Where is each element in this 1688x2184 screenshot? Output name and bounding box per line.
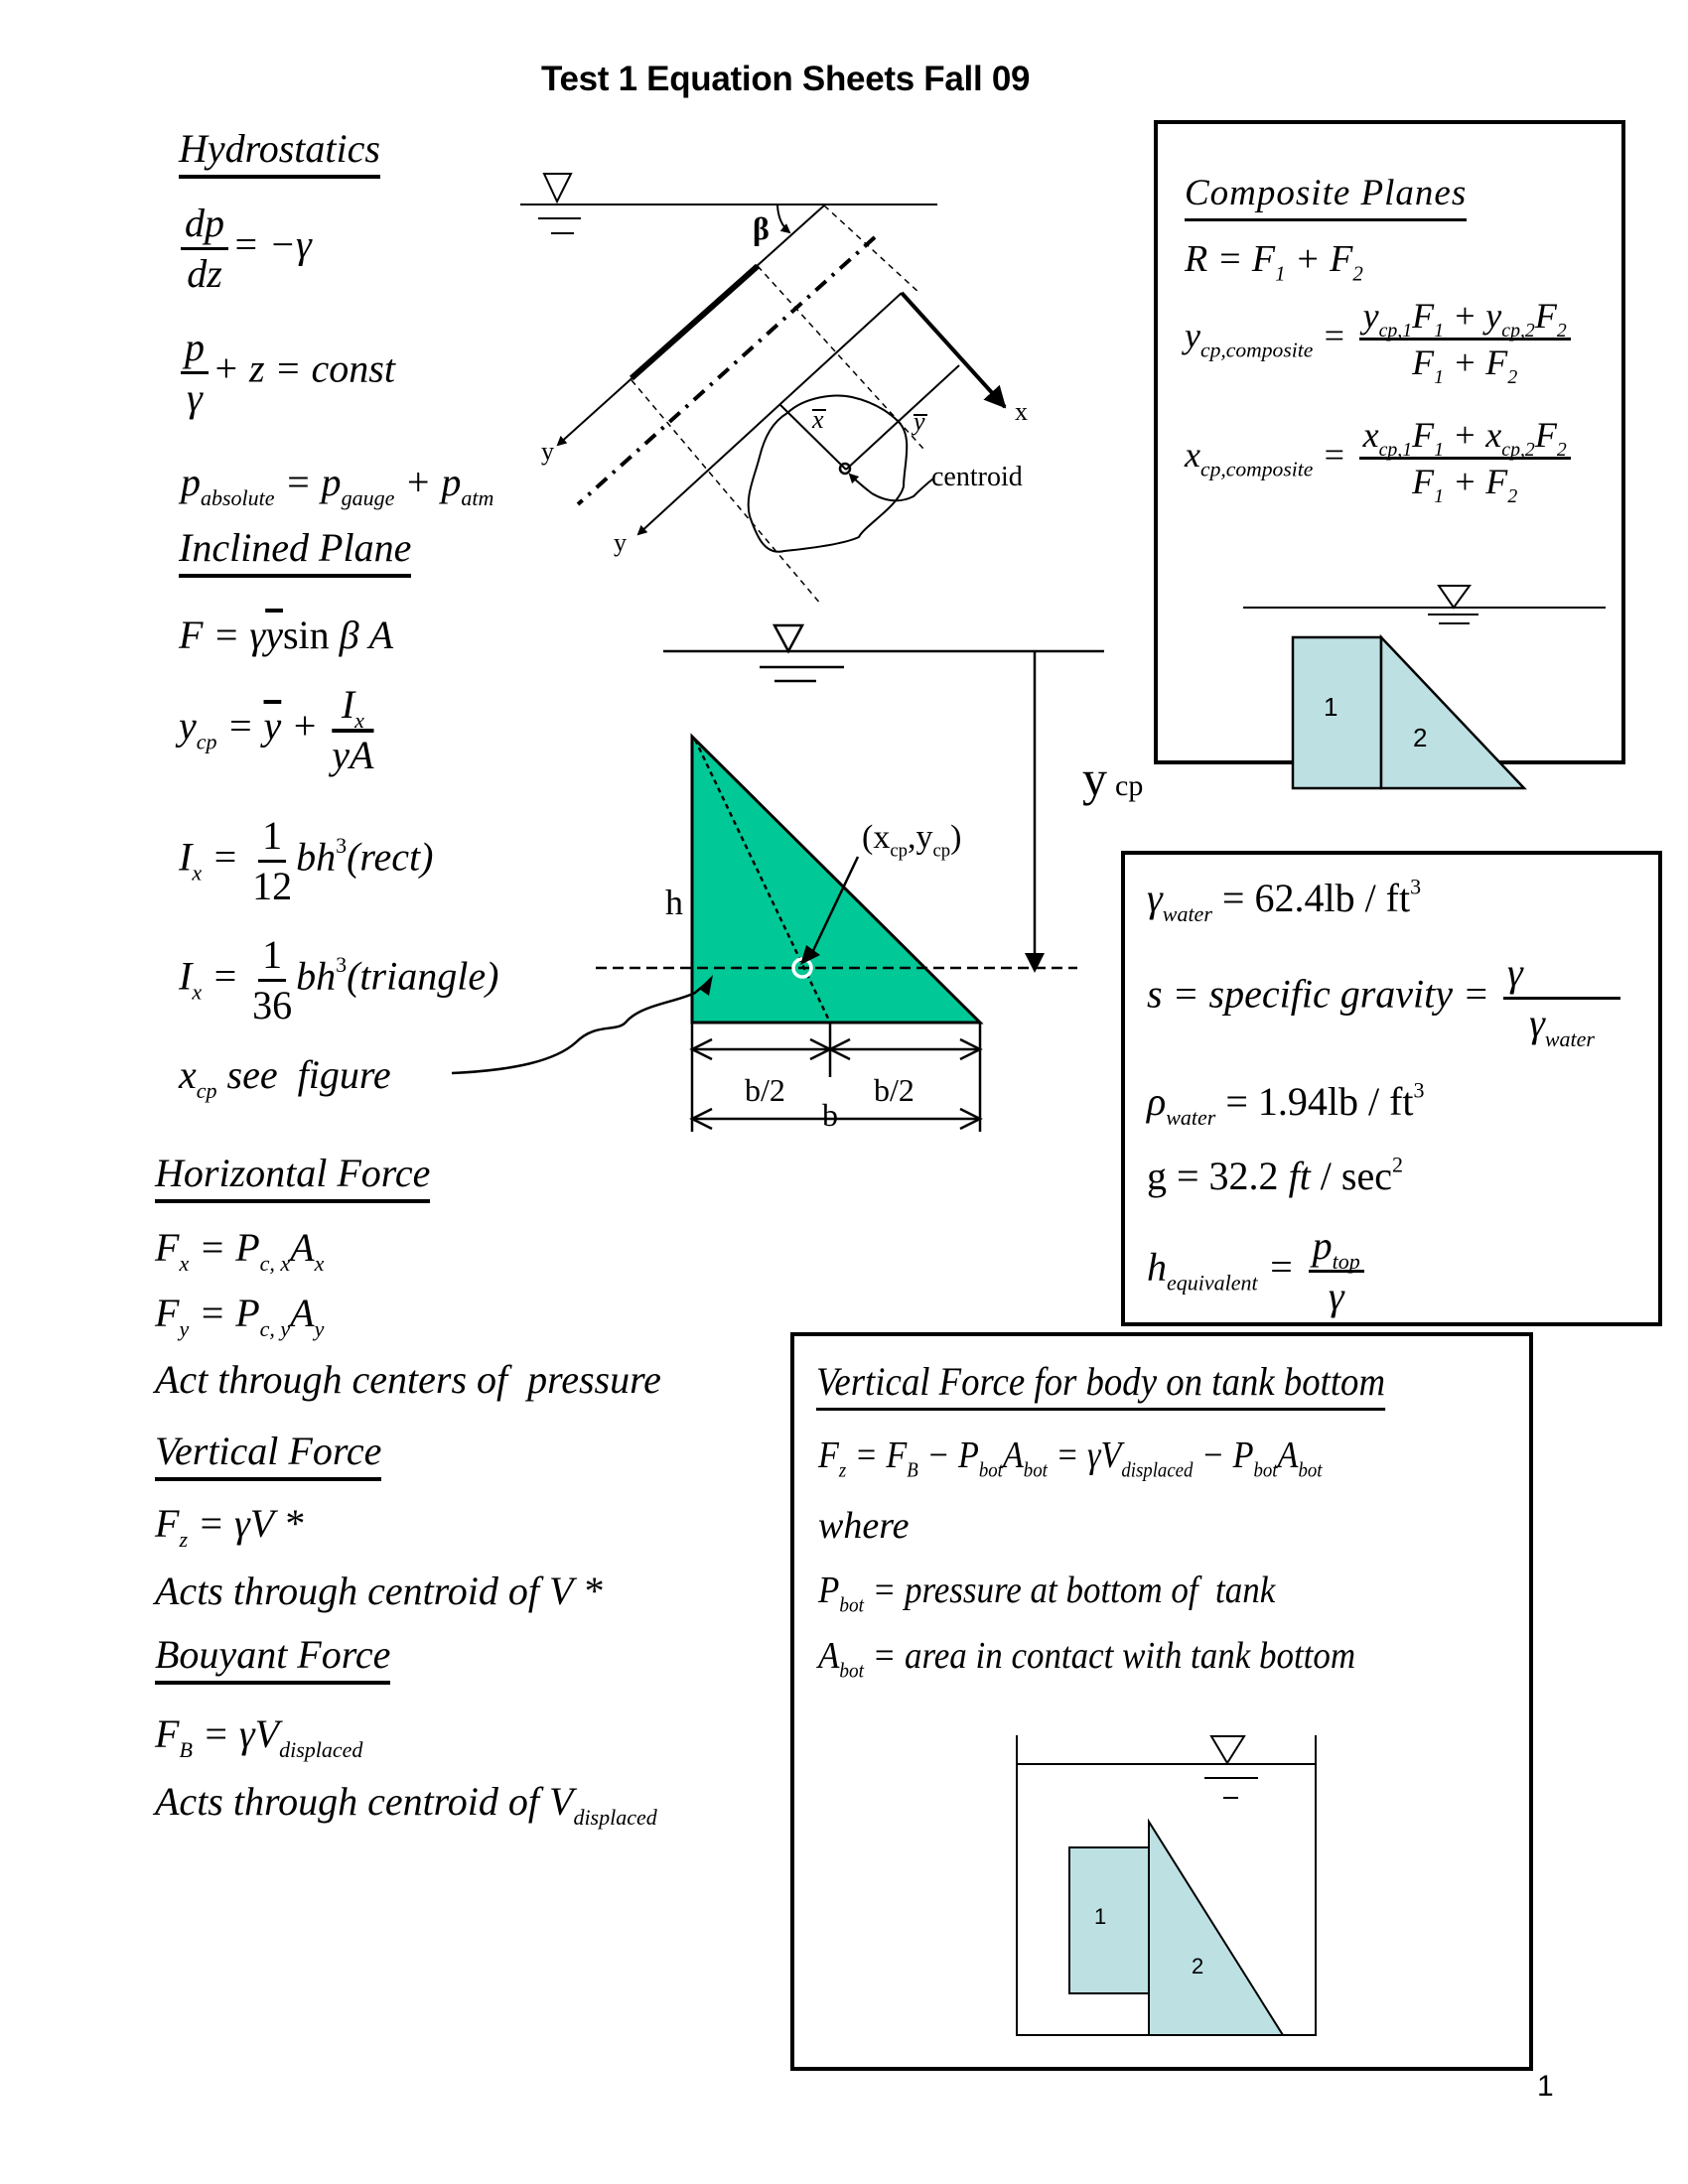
equation-dp-dz: $\frac{dp}{dz}$ = −γ — [177, 204, 312, 294]
equation-absolute-pressure: $p_{absolute} = p_{gauge} + p_{atm}$ — [181, 460, 494, 510]
xbar-label: x — [812, 405, 824, 434]
equation-fy: $F_y = P_{c, y}A_y$ — [155, 1291, 325, 1341]
equation-specific-gravity: s = specific gravity = $\frac{\gamma}{\gamma_{water}}$ — [1147, 953, 1624, 1043]
equation-bernoulli-static: $\frac{p}{\gamma}$ + z = const — [177, 328, 395, 418]
water-surface-icon — [1211, 1736, 1244, 1763]
fraction: $\frac{p}{\gamma}$ — [181, 328, 209, 418]
buoyant-force-note: Acts through centroid of $V_{displaced}$ — [155, 1779, 657, 1830]
vertical-force-note: Acts through centroid of V * — [155, 1569, 603, 1613]
equation-inclined-force: $F = \gamma\overline{y}\sin$ β A — [179, 613, 393, 657]
section-header-inclined-plane: Inclined Plane — [179, 526, 411, 578]
fraction: $\frac{1}{36}$ — [252, 932, 293, 1027]
equation-ix-rect: $I_x$ = $\frac{1}{12}$ $bh^3(rect)$ — [179, 813, 434, 908]
equation-fx: $F_x = P_{c, x}A_x$ — [155, 1225, 325, 1276]
fraction: $\frac{1}{12}$ — [252, 813, 293, 908]
tank-part-1-label: 1 — [1094, 1904, 1107, 1929]
tank-part-2-label: 2 — [1192, 1954, 1204, 1979]
equation-abot: $A_{bot}$ = area in contact with tank bottom — [818, 1635, 1356, 1683]
composite-part-1-label: 1 — [1324, 692, 1338, 722]
where-label: where — [818, 1505, 910, 1547]
composite-part-2-label: 2 — [1413, 723, 1428, 752]
equation-pbot: $P_{bot}$ = pressure at bottom of tank — [818, 1570, 1276, 1617]
equation-fz-tank: $F_z = F_B - P_{bot}A_{bot} = \gamma V_{displaced} - P_{bot}A_{bot}$ — [818, 1434, 1323, 1482]
base-label: b — [822, 1097, 838, 1133]
equation-ycp-composite: $y_{cp,composite}$ = $\frac{y_{cp,1}F_1 + y_{cp,2}F_2}{F_1 + F_2}$ — [1185, 298, 1575, 380]
beta-angle-label: β — [753, 210, 770, 246]
half-base-label-right: b/2 — [874, 1072, 914, 1108]
equation-fz: $F_z = \gamma V$ * — [155, 1501, 304, 1552]
equation-xcp-note: $x_{cp}$ see figure — [179, 1052, 391, 1103]
center-of-pressure-label: $(x_{cp},y_{cp})$ — [862, 819, 962, 862]
section-header-horizontal-force: Horizontal Force — [155, 1152, 430, 1203]
equation-ycp: $y_{cp} = \overline{y}$ + $\frac{I_x}{yA}$ — [179, 682, 374, 777]
equation-rho-water: $\rho_{water} = 1.94lb / ft^3$ — [1147, 1077, 1425, 1130]
fraction: $\frac{p_{top}}{\gamma}$ — [1309, 1226, 1364, 1316]
section-header-composite-planes: Composite Planes — [1185, 174, 1467, 221]
equation-h-equivalent: $h_{equivalent}$ = $\frac{p_{top}}{\gamma}$ — [1147, 1226, 1368, 1316]
equation-gravity: g = 32.2 ft / $\sec^2$ — [1147, 1152, 1403, 1198]
equation-ix-triangle: $I_x$ = $\frac{1}{36}$ $bh^3(triangle)$ — [179, 932, 499, 1027]
centroid-label: centroid — [931, 462, 1023, 492]
x-axis-label: x — [1015, 397, 1028, 426]
ycp-depth-label: ycp — [1082, 751, 1144, 806]
fraction: $\frac{x_{cp,1}F_1 + x_{cp,2}F_2}{F_1 + F_2}$ — [1359, 417, 1571, 499]
height-label: h — [665, 883, 683, 922]
equation-resultant: $R = F_1 + F_2$ — [1185, 238, 1363, 286]
section-header-hydrostatics: Hydrostatics — [179, 127, 380, 179]
section-header-vertical-force: Vertical Force — [155, 1430, 381, 1481]
y-axis-label-lower: y — [614, 528, 627, 557]
y-axis-label-upper: y — [541, 437, 554, 466]
page-title: Test 1 Equation Sheets Fall 09 — [541, 60, 1031, 98]
fraction: $\frac{y_{cp,1}F_1 + y_{cp,2}F_2}{F_1 + F_2}$ — [1359, 298, 1571, 380]
equation-fb: $F_B = \gamma V_{displaced}$ — [155, 1711, 363, 1762]
section-header-tank-bottom: Vertical Force for body on tank bottom — [816, 1360, 1385, 1411]
horizontal-force-note: Act through centers of pressure — [155, 1357, 661, 1402]
equation-xcp-composite: $x_{cp,composite}$ = $\frac{x_{cp,1}F_1 + x_{cp,2}F_2}{F_1 + F_2}$ — [1185, 417, 1575, 499]
ybar-label: y — [914, 407, 925, 436]
section-header-buoyant-force: Bouyant Force — [155, 1633, 390, 1685]
half-base-label-left: b/2 — [745, 1072, 785, 1108]
fraction: $\frac{\gamma}{\gamma_{water}}$ — [1503, 953, 1620, 1043]
fraction: $\frac{dp}{dz}$ — [181, 204, 228, 294]
fraction: $\frac{I_x}{yA}$ — [332, 682, 374, 777]
equation-gamma-water: $\gamma_{water} = 62.4lb / ft^3$ — [1147, 874, 1422, 926]
page-number: 1 — [1537, 2070, 1554, 2103]
